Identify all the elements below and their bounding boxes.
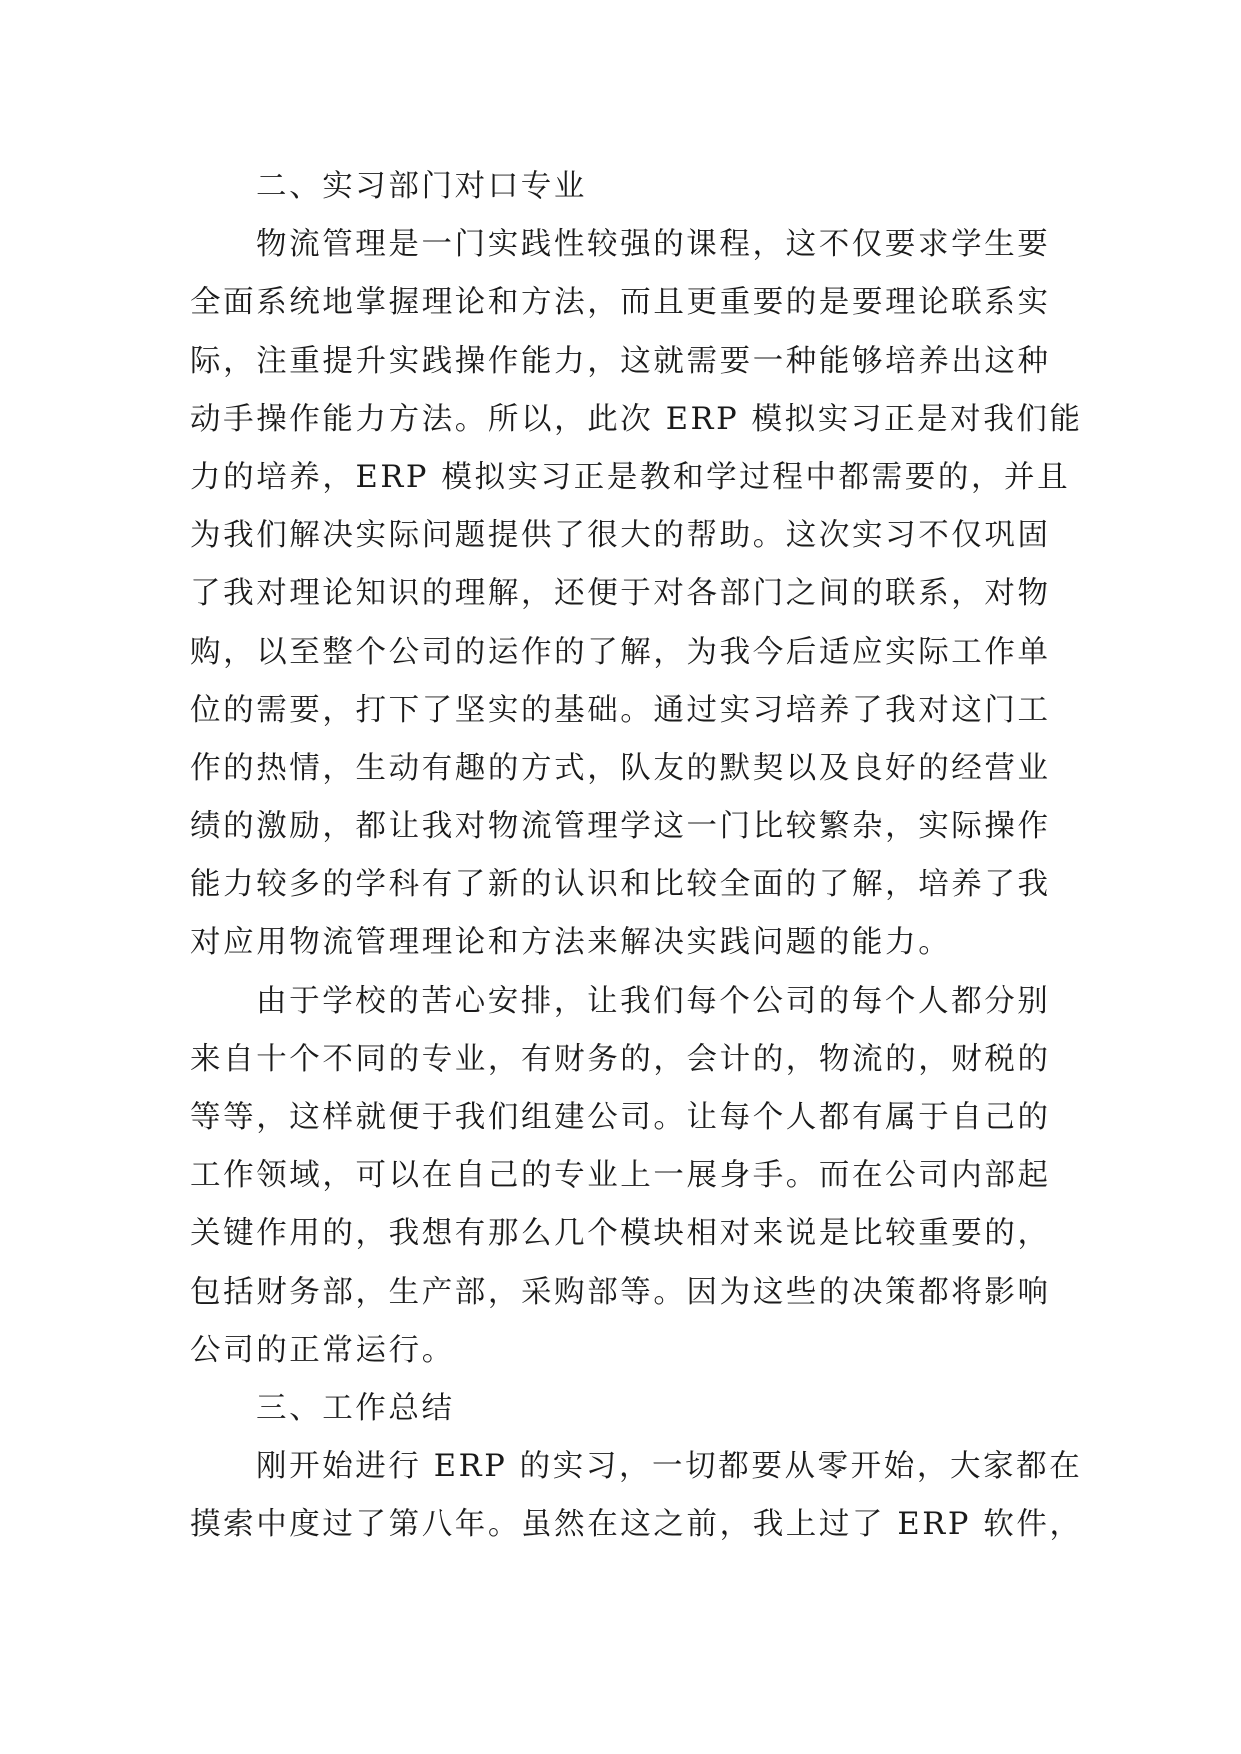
text-line: 作的热情，生动有趣的方式，队友的默契以及良好的经营业 [190, 750, 1051, 786]
text-line: 际，注重提升实践操作能力，这就需要一种能够培养出这种 [190, 343, 1051, 379]
text-line: 来自十个不同的专业，有财务的，会计的，物流的，财税的 [190, 1041, 1051, 1077]
text-line: 全面系统地掌握理论和方法，而且更重要的是要理论联系实 [190, 285, 1051, 321]
text-line: 由于学校的苦心安排，让我们每个公司的每个人都分别 [256, 983, 1051, 1019]
text-line: 位的需要，打下了坚实的基础。通过实习培养了我对这门工 [190, 692, 1051, 728]
text-line: 力的培养，ERP 模拟实习正是教和学过程中都需要的，并且 [190, 459, 1071, 495]
text-line: 了我对理论知识的理解，还便于对各部门之间的联系，对物 [190, 576, 1051, 612]
text-line: 关键作用的，我想有那么几个模块相对来说是比较重要的， [190, 1216, 1051, 1252]
text-line: 工作领域，可以在自己的专业上一展身手。而在公司内部起 [190, 1158, 1051, 1194]
text-line: 包括财务部，生产部，采购部等。因为这些的决策都将影响 [190, 1274, 1051, 1310]
text-line: 能力较多的学科有了新的认识和比较全面的了解，培养了我 [190, 867, 1051, 903]
text-line: 购，以至整个公司的运作的了解，为我今后适应实际工作单 [190, 634, 1051, 670]
text-line: 物流管理是一门实践性较强的课程，这不仅要求学生要 [256, 227, 1051, 263]
text-line: 摸索中度过了第八年。虽然在这之前，我上过了 ERP 软件， [190, 1507, 1083, 1543]
text-line: 三、工作总结 [256, 1390, 455, 1426]
text-line: 为我们解决实际问题提供了很大的帮助。这次实习不仅巩固 [190, 518, 1051, 554]
text-line: 公司的正常运行。 [190, 1332, 455, 1368]
text-line: 等等，这样就便于我们组建公司。让每个人都有属于自己的 [190, 1100, 1051, 1135]
text-line: 绩的激励，都让我对物流管理学这一门比较繁杂，实际操作 [190, 809, 1051, 845]
text-line: 二、实习部门对口专业 [256, 169, 587, 204]
text-line: 刚开始进行 ERP 的实习，一切都要从零开始，大家都在 [256, 1449, 1083, 1485]
text-line: 动手操作能力方法。所以，此次 ERP 模拟实习正是对我们能 [190, 401, 1083, 437]
document-body [190, 158, 1083, 1555]
text-line: 对应用物流管理理论和方法来解决实践问题的能力。 [190, 925, 952, 961]
